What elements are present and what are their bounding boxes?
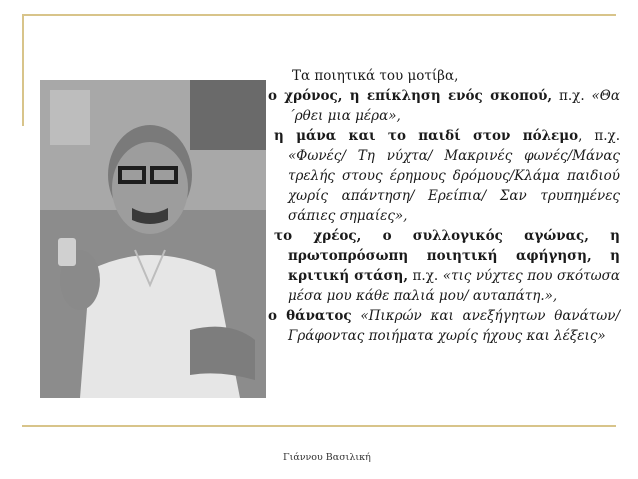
motif-death	[262, 306, 620, 346]
motif-time	[262, 86, 620, 126]
motif-mother	[262, 126, 620, 226]
slide-text	[262, 66, 620, 346]
motif-death-title: ο θάνατος	[268, 308, 352, 324]
left-decorative-rule	[22, 14, 24, 126]
motif-mother-title: η μάνα και το παιδί στον πόλεμο	[274, 128, 579, 144]
intro-line	[262, 66, 620, 86]
footer-author: Γιάννου Βασιλική	[283, 452, 371, 463]
motif-duty-quote: «τις νύχτες που σκότωσα μέσα μου κάθε παλιά μου/ αυταπάτη.»,	[288, 268, 620, 304]
poet-photo	[40, 80, 266, 398]
motif-duty-eg: π.χ.	[408, 268, 443, 284]
motif-mother-quote: «Φωνές/ Τη νύχτα/ Μακρινές φωνές/Μάνας τρελής στους έρημους δρόμους/Κλάμα παιδιού χωρίς απάντηση/ Ερείπια/ Σαν τρυπημένες σάπιες σημαίες»,	[288, 148, 620, 224]
bottom-decorative-rule	[22, 425, 616, 427]
intro-text: Τα ποιητικά του μοτίβα,	[292, 68, 459, 84]
motif-duty-title: το χρέος, ο συλλογικός αγώνας, η πρωτοπρόσωπη ποιητική αφήγηση, η κριτική στάση,	[274, 228, 620, 284]
top-decorative-rule	[22, 14, 616, 16]
motif-death-quote: «Πικρών και ανεξήγητων θανάτων/ Γράφοντας ποιήματα χωρίς ήχους και λέξεις»	[288, 308, 620, 344]
motif-time-title: ο χρόνος, η επίκληση ενός σκοπού,	[268, 88, 553, 104]
motif-time-eg: π.χ.	[559, 88, 592, 104]
motif-duty	[262, 226, 620, 306]
motif-mother-eg: , π.χ.	[578, 128, 621, 144]
motif-time-quote: «Θα ΄ρθει μια μέρα»,	[288, 88, 620, 124]
poet-photo-illustration	[40, 80, 266, 398]
